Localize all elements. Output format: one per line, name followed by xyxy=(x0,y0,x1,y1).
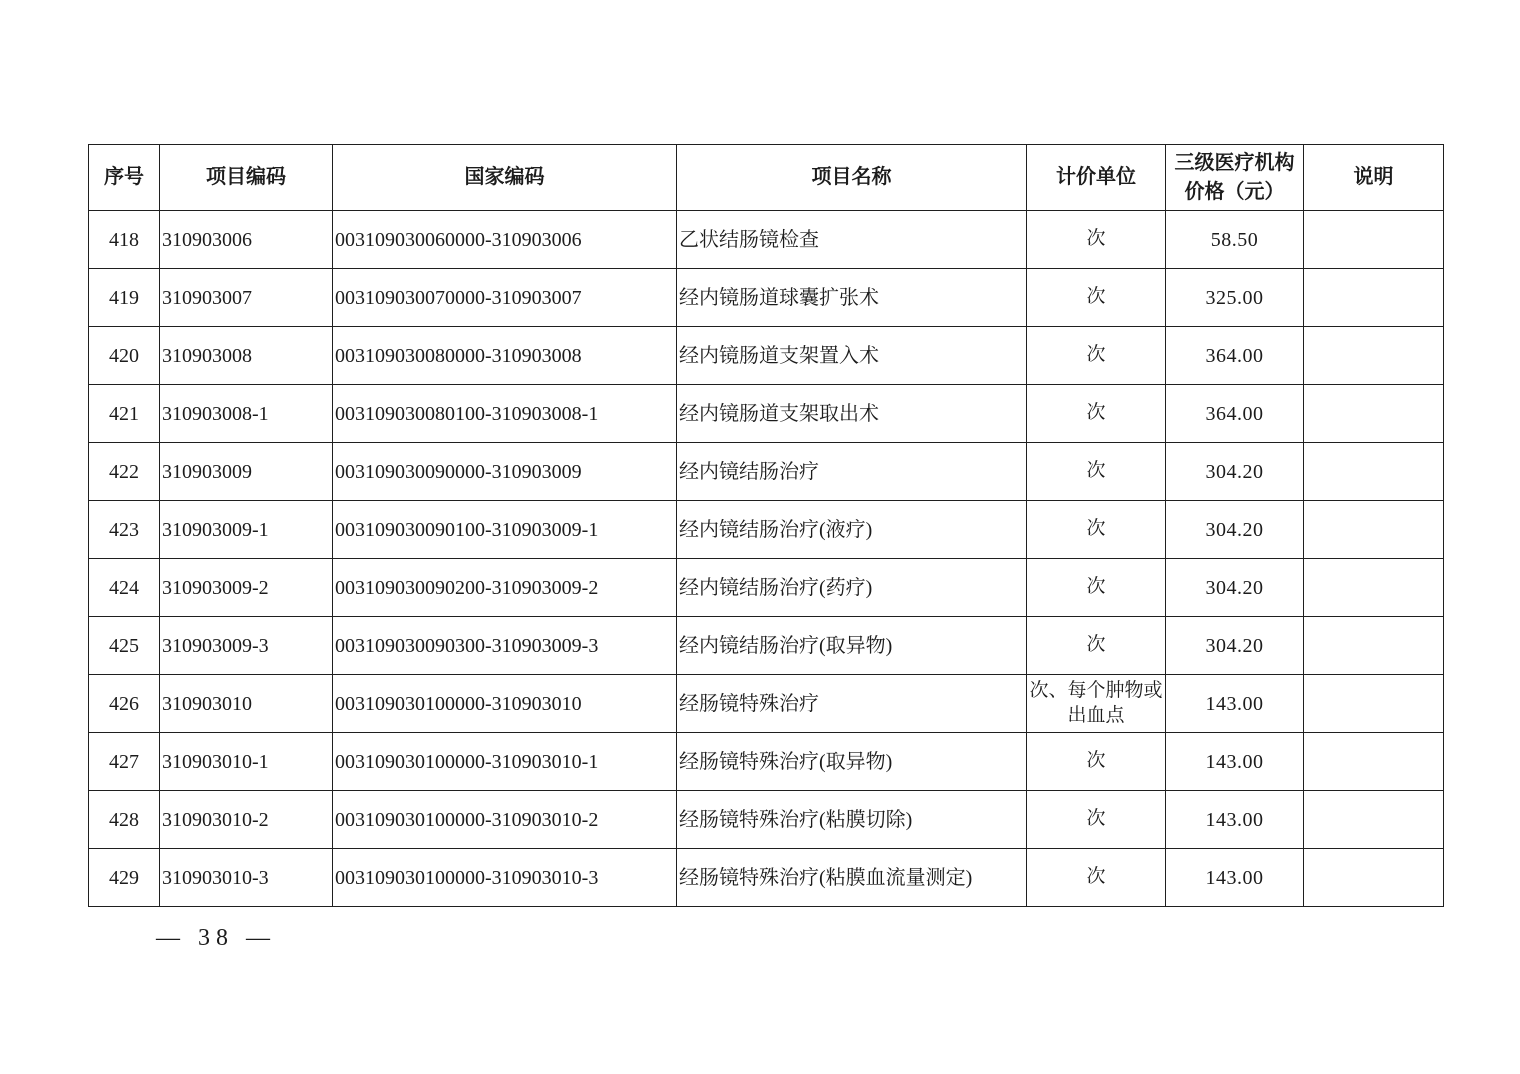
cell-national-code: 003109030090100-310903009-1 xyxy=(333,501,677,559)
cell-national-code: 003109030070000-310903007 xyxy=(333,269,677,327)
cell-national-code: 003109030100000-310903010-1 xyxy=(333,733,677,791)
cell-unit: 次、每个肿物或出血点 xyxy=(1027,675,1166,733)
cell-unit: 次 xyxy=(1027,849,1166,907)
cell-seq: 426 xyxy=(89,675,160,733)
cell-price: 304.20 xyxy=(1166,443,1304,501)
cell-national-code: 003109030100000-310903010-3 xyxy=(333,849,677,907)
cell-note xyxy=(1304,269,1444,327)
cell-note xyxy=(1304,559,1444,617)
cell-unit: 次 xyxy=(1027,617,1166,675)
cell-item-code: 310903006 xyxy=(160,211,333,269)
cell-seq: 429 xyxy=(89,849,160,907)
cell-price: 364.00 xyxy=(1166,385,1304,443)
cell-national-code: 003109030100000-310903010-2 xyxy=(333,791,677,849)
table-row xyxy=(89,269,1444,327)
cell-note xyxy=(1304,791,1444,849)
table-row xyxy=(89,733,1444,791)
header-item-code: 项目编码 xyxy=(160,145,333,211)
cell-item-code: 310903010 xyxy=(160,675,333,733)
cell-note xyxy=(1304,385,1444,443)
table-row xyxy=(89,501,1444,559)
table-row xyxy=(89,559,1444,617)
cell-item-name: 经肠镜特殊治疗(取异物) xyxy=(677,733,1027,791)
cell-unit: 次 xyxy=(1027,733,1166,791)
cell-note xyxy=(1304,443,1444,501)
cell-item-code: 310903007 xyxy=(160,269,333,327)
cell-unit: 次 xyxy=(1027,791,1166,849)
cell-unit: 次 xyxy=(1027,211,1166,269)
table-row xyxy=(89,385,1444,443)
cell-seq: 419 xyxy=(89,269,160,327)
cell-unit: 次 xyxy=(1027,385,1166,443)
cell-item-code: 310903008-1 xyxy=(160,385,333,443)
cell-item-name: 经肠镜特殊治疗(粘膜切除) xyxy=(677,791,1027,849)
cell-national-code: 003109030100000-310903010 xyxy=(333,675,677,733)
cell-item-code: 310903010-3 xyxy=(160,849,333,907)
cell-seq: 420 xyxy=(89,327,160,385)
cell-item-code: 310903009-2 xyxy=(160,559,333,617)
cell-price: 364.00 xyxy=(1166,327,1304,385)
cell-item-name: 经内镜结肠治疗 xyxy=(677,443,1027,501)
cell-price: 143.00 xyxy=(1166,733,1304,791)
cell-note xyxy=(1304,733,1444,791)
cell-price: 325.00 xyxy=(1166,269,1304,327)
table-row xyxy=(89,791,1444,849)
cell-unit: 次 xyxy=(1027,269,1166,327)
cell-item-name: 经内镜结肠治疗(取异物) xyxy=(677,617,1027,675)
cell-item-name: 经内镜结肠治疗(液疗) xyxy=(677,501,1027,559)
cell-note xyxy=(1304,849,1444,907)
table-body xyxy=(89,211,1444,907)
header-note: 说明 xyxy=(1304,145,1444,211)
cell-item-code: 310903010-2 xyxy=(160,791,333,849)
cell-price: 304.20 xyxy=(1166,501,1304,559)
cell-unit: 次 xyxy=(1027,443,1166,501)
table-row xyxy=(89,327,1444,385)
cell-seq: 424 xyxy=(89,559,160,617)
cell-national-code: 003109030080100-310903008-1 xyxy=(333,385,677,443)
cell-price: 143.00 xyxy=(1166,849,1304,907)
header-price: 三级医疗机构价格（元） xyxy=(1166,145,1304,211)
page-number: — 38 — xyxy=(156,925,276,951)
cell-item-name: 经内镜肠道支架置入术 xyxy=(677,327,1027,385)
medical-price-table xyxy=(88,144,1444,907)
cell-price: 58.50 xyxy=(1166,211,1304,269)
cell-note xyxy=(1304,327,1444,385)
cell-item-code: 310903008 xyxy=(160,327,333,385)
table-row xyxy=(89,849,1444,907)
cell-seq: 427 xyxy=(89,733,160,791)
cell-item-name: 经内镜肠道支架取出术 xyxy=(677,385,1027,443)
cell-national-code: 003109030060000-310903006 xyxy=(333,211,677,269)
header-item-name: 项目名称 xyxy=(677,145,1027,211)
cell-price: 304.20 xyxy=(1166,559,1304,617)
cell-note xyxy=(1304,617,1444,675)
cell-price: 143.00 xyxy=(1166,791,1304,849)
cell-price: 143.00 xyxy=(1166,675,1304,733)
cell-note xyxy=(1304,675,1444,733)
cell-item-code: 310903009-3 xyxy=(160,617,333,675)
cell-seq: 428 xyxy=(89,791,160,849)
cell-unit: 次 xyxy=(1027,501,1166,559)
cell-unit: 次 xyxy=(1027,559,1166,617)
cell-national-code: 003109030090000-310903009 xyxy=(333,443,677,501)
cell-price: 304.20 xyxy=(1166,617,1304,675)
header-seq: 序号 xyxy=(89,145,160,211)
cell-note xyxy=(1304,211,1444,269)
table-header xyxy=(89,145,1444,211)
cell-national-code: 003109030090300-310903009-3 xyxy=(333,617,677,675)
cell-seq: 423 xyxy=(89,501,160,559)
table-row xyxy=(89,443,1444,501)
cell-item-code: 310903009-1 xyxy=(160,501,333,559)
cell-item-name: 经内镜结肠治疗(药疗) xyxy=(677,559,1027,617)
cell-seq: 422 xyxy=(89,443,160,501)
header-row xyxy=(89,145,1444,211)
cell-seq: 421 xyxy=(89,385,160,443)
cell-item-name: 乙状结肠镜检查 xyxy=(677,211,1027,269)
cell-item-name: 经内镜肠道球囊扩张术 xyxy=(677,269,1027,327)
cell-national-code: 003109030090200-310903009-2 xyxy=(333,559,677,617)
cell-seq: 418 xyxy=(89,211,160,269)
cell-item-name: 经肠镜特殊治疗(粘膜血流量测定) xyxy=(677,849,1027,907)
cell-national-code: 003109030080000-310903008 xyxy=(333,327,677,385)
header-national-code: 国家编码 xyxy=(333,145,677,211)
cell-seq: 425 xyxy=(89,617,160,675)
cell-item-code: 310903009 xyxy=(160,443,333,501)
table-row xyxy=(89,617,1444,675)
header-unit: 计价单位 xyxy=(1027,145,1166,211)
cell-item-name: 经肠镜特殊治疗 xyxy=(677,675,1027,733)
cell-unit: 次 xyxy=(1027,327,1166,385)
cell-item-code: 310903010-1 xyxy=(160,733,333,791)
table-row xyxy=(89,211,1444,269)
cell-note xyxy=(1304,501,1444,559)
table-row xyxy=(89,675,1444,733)
